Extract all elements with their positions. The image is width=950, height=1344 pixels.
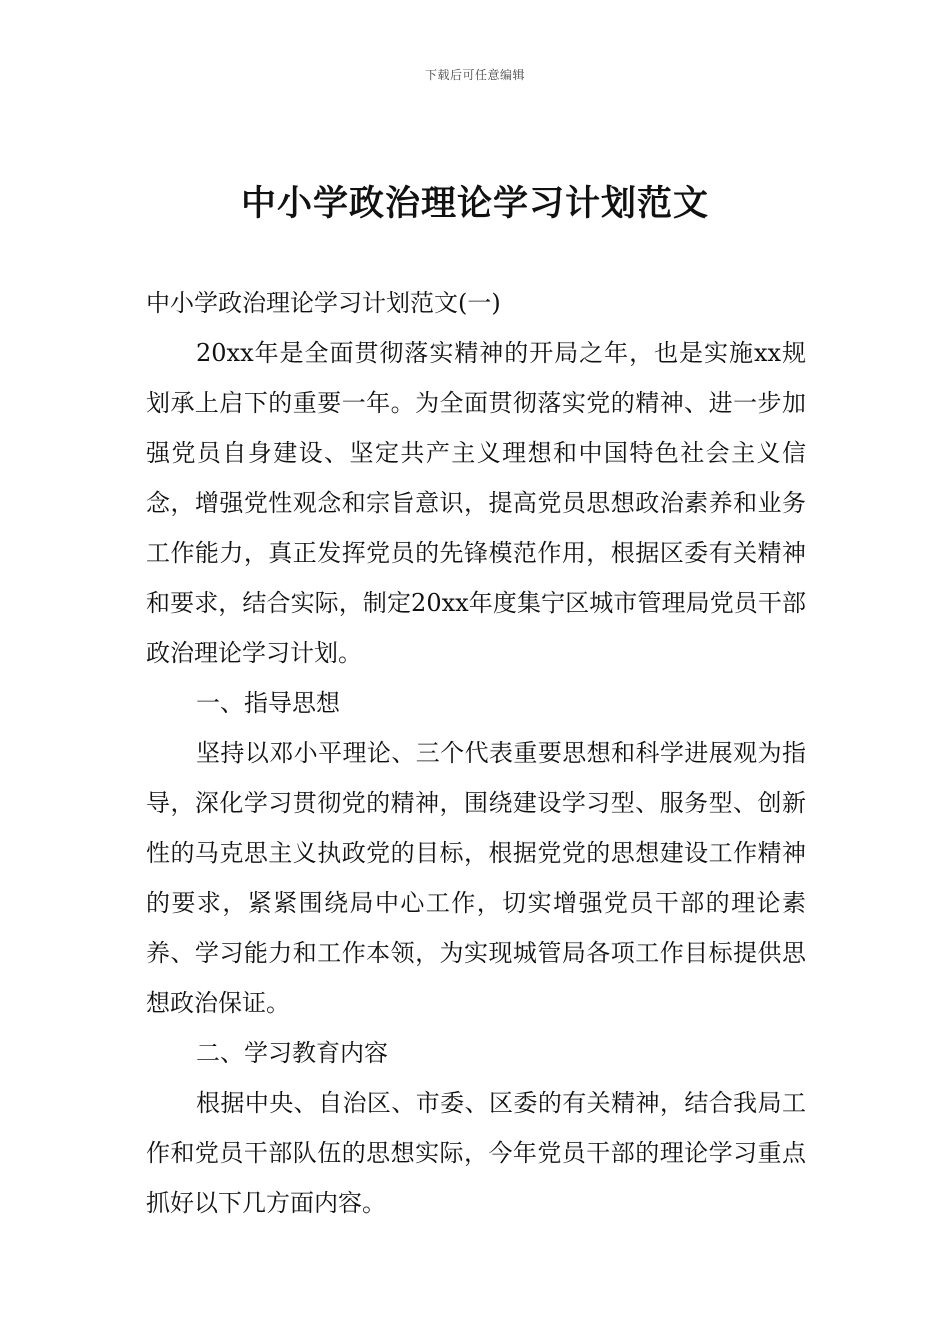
section-subtitle: 中小学政治理论学习计划范文(一) [146, 289, 501, 317]
paragraph-intro: 20xx年是全面贯彻落实精神的开局之年，也是实施xx规划承上启下的重要一年。为全面贯彻落实党的精神、进一步加强党员自身建设、坚定共产主义理想和中国特色社会主义信念，增强党性观念和宗旨意识，提高党员思想政治素养和业务工作能力，真正发挥党员的先锋模范作用，根据区委有关精神和要求，结合实际，制定20xx年度集宁区城市管理局党员干部政治理论学习计划。 [146, 339, 806, 667]
document-title: 中小学政治理论学习计划范文 [240, 184, 709, 224]
heading-guiding-ideology: 一、指导思想 [196, 689, 340, 717]
document-body [146, 278, 806, 1228]
paragraph-study-content: 根据中央、自治区、市委、区委的有关精神，结合我局工作和党员干部队伍的思想实际，今年党员干部的理论学习重点抓好以下几方面内容。 [146, 1089, 806, 1217]
header-note: 下载后可任意编辑 [424, 68, 525, 82]
heading-study-content: 二、学习教育内容 [196, 1039, 388, 1067]
paragraph-guiding-ideology: 坚持以邓小平理论、三个代表重要思想和科学进展观为指导，深化学习贯彻党的精神，围绕建设学习型、服务型、创新性的马克思主义执政党的目标，根据党党的思想建设工作精神的要求，紧紧围绕局中心工作，切实增强党员干部的理论素养、学习能力和工作本领，为实现城管局各项工作目标提供思想政治保证。 [146, 739, 806, 1017]
